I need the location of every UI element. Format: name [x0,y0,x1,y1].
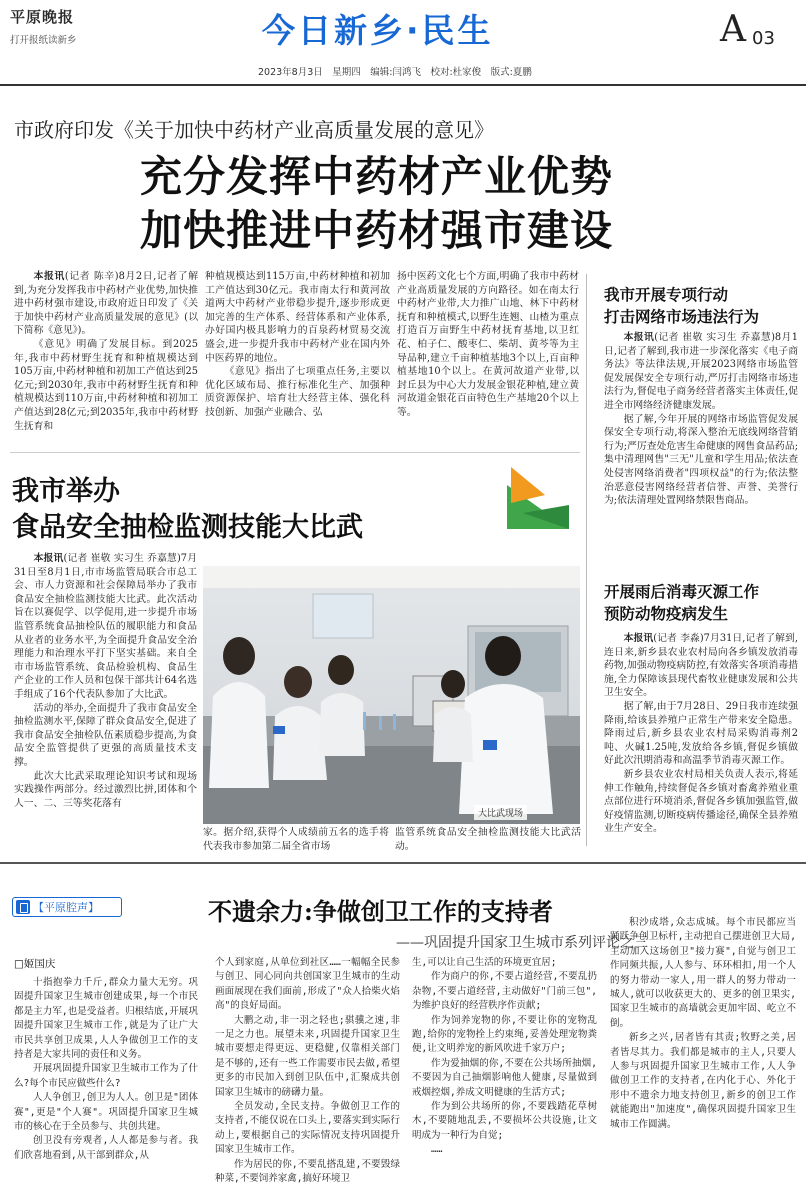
side-story-1-tag: 本报讯 [623,332,655,343]
lead-headline-line2: 加快推进中药材强市建设 [140,206,614,255]
second-headline-line2: 食品安全抽检监测技能大比武 [12,512,363,543]
editorial-paragraph: 作为到公共场所的你,不要践踏花草树木,不要随地乱丢,不要损坏公共设施,让文明成为一种行为自觉; [412,1101,597,1141]
side-story-2-headline-line2: 预防动物疫病发生 [604,605,729,623]
lead-column-3 [397,270,579,440]
editorial-column-3 [412,956,597,1194]
side-story-1-headline-line2: 打击网络市场违法行为 [604,308,760,326]
editorial-column-1 [14,976,198,1194]
side-story-2-paragraph: 新乡县农业农村局相关负责人表示,将延伸工作触角,持续督促各乡镇对畜禽养殖业重点部位进行环境消杀,督促各乡镇加强监管,做好疫情监测,切断疫病传播途径,确保全县养殖业生产安全。 [604,768,798,835]
side-story-1-headline-line1: 我市开展专项行动 [604,286,729,304]
side-story-2-headline-line1: 开展雨后消毒灭源工作 [604,583,760,601]
editorial-paragraph: 新乡之兴,居者皆有其责;牧野之美,居者皆尽其力。我们都是城市的主人,只要人人参与巩固提升国家卫生城市工作,人人争做创卫工作的支持者,在内化于心、外化于形中不遗余力地支持创卫,新乡的创卫工作就能跑出"加速度",确保巩固提升国家卫生城市工作圆满。 [610,1032,796,1130]
side-story-1-body [604,331,798,576]
side-story-2-paragraph: (记者 李淼)7月31日,记者了解到,连日来,新乡县农业农村局向各乡镇发放消毒药物,加强动物疫病防控,有效落实各项消毒措施,全力保障该县现代畜牧业健康发展和公共卫生安全。 [604,633,798,699]
editorial-title: 不遗余力:争做创卫工作的支持者 [208,897,553,926]
lab-scene-image [203,566,580,824]
side-story-2-paragraph: 据了解,由于7月28日、29日我市连续强降雨,给该县养殖户正常生产带来安全隐患。降雨过后,新乡县农业农村局采购消毒剂2吨、火碱1.25吨,发放给各乡镇,督促乡镇做好此次汛期消毒和高温季节消毒灭源工作。 [604,700,798,767]
side-story-1-paragraph: 据了解,今年开展的网络市场监管促发展保安全专项行动,将深入整治无底线网络营销行为;严厉查处危害生命健康的网售食品药品;集中清理网售"三无"儿童和学生用品;依法查处侵害网络消费者"四项权益"的行为;依法整治恶意侵害网络经营者信誉、声誉、美誉行为;依法清理处置网络禁限售商品。 [604,413,798,507]
lead-paragraph: 《意见》指出了七项重点任务,主要以优化区域布局、推行标准化生产、加强种质资源保护、培育壮大经营主体、强化科技创新、加强产业融合、弘 [205,366,390,418]
dateline: 2023年8月3日 星期四 编辑:闫鸿飞 校对:杜家俊 版式:夏鹏 [258,67,532,78]
lead-byline-tag: 本报讯 [33,271,65,282]
editorial-paragraph: 创卫没有旁观者,人人都是参与者。我们欣喜地看到,从干部到群众,从 [14,1135,198,1161]
second-story-column-3 [395,826,581,854]
lead-paragraph: 种植规模达到115万亩,中药材种植和初加工产值达到30亿元。我市南太行和黄河故道两大中药材产业带稳步提升,逐步形成更加完善的生产体系、经营体系和产业体系,办好国内极具影响力的百泉药材贸易交流盛会,进一步提升我市中药材产业在国内外中医药界的地位。 [205,271,390,364]
decorative-triangles-icon [505,465,571,531]
second-story-column-1 [14,552,197,844]
second-story-paragraph: (记者 崔敬 实习生 乔嘉慧)7月31日至8月1日,市市场监管局联合市总工会、市人力资源和社会保障局举办了我市食品安全抽检监测技能大比武。此次活动旨在以赛促学、以学促用,进一步提升市场监管系统食品抽检队伍的履职能力和食品从业者的业务水平,为全面提升食品安全治理能力和治理水平打下坚实基础。来自全市市场监管系统、食品检验机构、食品生产企业的工作人员和包保干部共计64名选手组成了16个代表队参加了大比武。 [14,553,197,700]
editorial-paragraph: 个人到家庭,从单位到社区……一幅幅全民参与创卫、同心同向共创国家卫生城市的生动画面展现在我们面前,形成了"众人拾柴火焰高"的良好局面。 [215,957,400,1012]
photo-caption: 大比武现场 [474,805,527,820]
second-story-tag: 本报讯 [33,553,64,564]
editorial-paragraph: 人人争创卫,创卫为人人。创卫是"团体赛",更是"个人赛"。巩固提升国家卫生城市的核心在于全员参与、共创共建。 [14,1092,198,1133]
side-story-2-body [604,632,798,844]
lead-paragraph: 《意见》明确了发展目标。到2025年,我市中药材野生抚育和种植规模达到105万亩,中药材种植和初加工产值达到25亿元;到2030年,我市中药材野生抚育和种植规模达到110万亩,中药材种植和初加工产值达到28亿元;到2035年,我市中药材野生抚育和 [14,338,198,432]
editorial-paragraph: 作为饲养宠物的你,不要让你的宠物乱跑,给你的宠物拴上约束绳,妥善处理宠物粪便,让文明养宠的新风吹进千家万户; [412,1014,597,1055]
editorial-paragraph: 作为商户的你,不要占道经营,不要乱扔杂物,不要占道经营,主动做好"门前三包",为维护良好的经营秩序作贡献; [412,971,597,1012]
paper-name: 平原晚报 [10,8,75,26]
paper-logo [10,6,122,58]
second-story-paragraph: 监管系统食品安全抽检监测技能大比武活动。 [395,827,581,852]
editorial-paragraph: 作为居民的你,不要乱搭乱建,不要毁绿种菜,不要饲养家禽,搞好环境卫 [215,1158,400,1185]
editorial-subtitle: ——巩固提升国家卫生城市系列评论之三 [396,935,648,951]
lead-column-1 [14,270,198,440]
second-story-paragraph: 此次大比武采取理论知识考试和现场实践操作两部分。经过激烈比拼,团体和个人一、二、三等奖花落有 [14,770,197,809]
editorial-paragraph: 大鹏之动,非一羽之轻也;骐骥之速,非一足之力也。展望未来,巩固提升国家卫生城市要想走得更远、更稳健,仅靠相关部门是不够的,还有一些工作需要市民去做,希望更多的市民加入到创卫队伍中,汇聚成共创国家卫生城市的磅礴力量。 [215,1014,400,1098]
lead-kicker: 市政府印发《关于加快中药材产业高质量发展的意见》 [14,118,494,142]
editorial-paragraph: 全员发动,全民支持。争做创卫工作的支持者,不能仅说在口头上,要落实到实际行动上,要根据自己的实际情况支持巩固提升国家卫生城市工作。 [215,1101,400,1156]
editorial-paragraph: 作为爱抽烟的你,不要在公共场所抽烟,不要因为自己抽烟影响他人健康,尽量做到戒烟控烟,养成文明健康的生活方式; [412,1057,597,1098]
editorial-paragraph: …… [431,1144,443,1156]
page-letter: A [720,9,746,50]
section-title: 今日新乡·民生 [262,11,494,50]
second-story-paragraph: 家。据介绍,获得个人成绩前五名的选手将代表我市参加第二届全省市场 [203,827,389,852]
editorial-paragraph: 生,可以让自己生活的环境更宜居; [412,957,557,968]
column-badge-label: 【平原腔声】 [33,901,99,914]
lead-paragraph: (记者 陈辛)8月2日,记者了解到,为充分发挥我市中药材产业优势,加快推进中药材强市建设,市政府近日印发了《关于加快中药材产业高质量发展的意见》(以下简称《意见》)。 [14,271,198,337]
paper-slogan: 打开报纸读新乡 [10,35,77,46]
second-headline-line1: 我市举办 [12,476,120,507]
second-story-column-2 [203,826,389,854]
page-number: 03 [752,28,775,49]
lead-column-2 [205,270,390,440]
second-story-paragraph: 活动的举办,全面提升了我市食品安全抽检监测水平,保障了群众食品安全,促进了我市食品安全抽检队伍素质稳步提高,为食品安全监管提供了更强的高质量技术支撑。 [14,702,197,768]
news-photo [203,566,580,824]
editorial-paragraph: 开展巩固提升国家卫生城市工作为了什么?每个市民应做些什么? [14,1063,198,1089]
column-divider [586,274,587,846]
side-story-2-tag: 本报讯 [623,633,654,644]
side-story-2-headline [604,581,800,625]
editorial-byline: □姬国庆 [14,958,56,970]
lead-headline-line1: 充分发挥中药材产业优势 [140,152,614,201]
editorial-paragraph: 积沙成塔,众志成城。每个市民都应当踊跃争创卫标杆,主动把自己摆进创卫大局,主动加入这场创卫"接力赛",自觉与创卫工作同频共振,人人参与、环环相扣,用一个人的努力带动一家人,用一群人的努力带动一城人,就可以收获更大的、更多的创卫果实,国家卫生城市的高墙就会更加牢固、屹立不倒。 [610,917,796,1029]
column-logo-icon [16,900,30,914]
side-story-1-headline [604,284,800,328]
story-divider [10,452,580,453]
editorial-column-4 [610,916,796,1194]
side-story-1-paragraph: (记者 崔敬 实习生 乔嘉慧)8月1日,记者了解到,我市进一步深化落实《电子商务法》等法律法规,开展2023网络市场监管促发展保安全专项行动,严厉打击网络市场违法行为,督促电子商务经营者落实主体责任,促进全市网络经济健康发展。 [604,332,798,411]
editorial-paragraph: 十指抱拳力千斤,群众力量大无穷。巩固提升国家卫生城市创建成果,每一个市民都是主力军,也是受益者。归根结底,开展巩固提升国家卫生城市工作,就是为了让广大市民共享创卫成果,人人争做创卫工作的支持者是大家共同的责任和义务。 [14,977,198,1061]
column-badge [12,897,122,917]
editorial-rule [0,862,806,864]
lead-paragraph: 扬中医药文化七个方面,明确了我市中药材产业高质量发展的方向路径。如在南太行中药材产业带,大力推广山地、林下中药材抚育和种植模式,以野生连翘、山楂为重点打造百万亩野生中药材抚育基地,以卫红花、柏子仁、酸枣仁、柴胡、黄芩等为主导品种,建立千亩种植基地3个以上,百亩种植基地10个以上。在黄河故道产业带,以封丘县为中心大力发展金银花种植,建立黄河故道金银花百亩特色生产基地20个以上等。 [397,271,579,418]
header-rule [0,84,806,86]
editorial-column-2 [215,956,400,1194]
